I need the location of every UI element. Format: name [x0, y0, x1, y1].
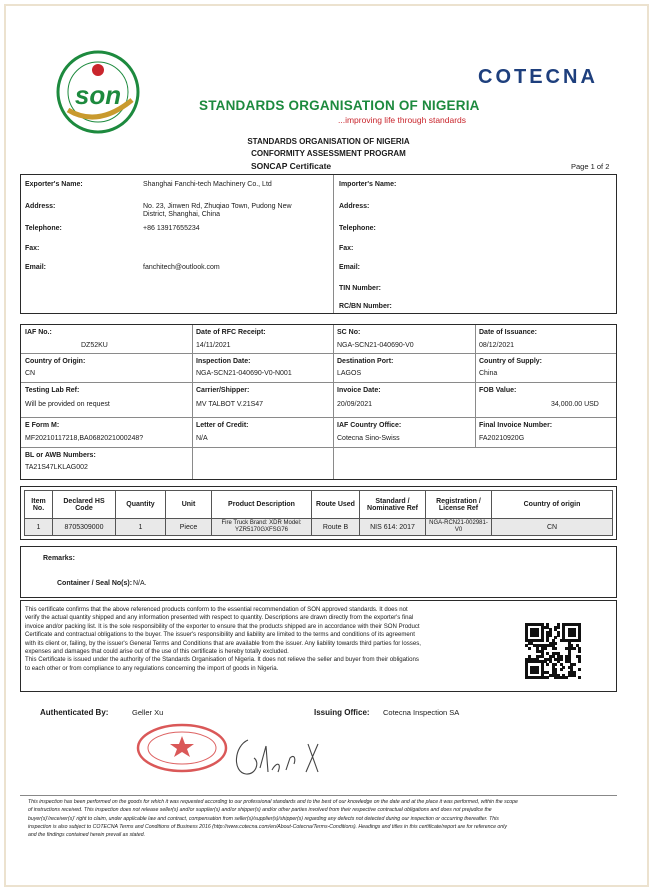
- invoice-date: 20/09/2021: [337, 401, 373, 408]
- certificate-page: [4, 4, 649, 887]
- inspection-date-label: Inspection Date:: [196, 358, 251, 365]
- table-cell: NIS 614: 2017: [360, 519, 426, 536]
- col-header: Unit: [166, 491, 212, 519]
- qr-module: [560, 668, 563, 671]
- cotecna-logo: COTECNA: [478, 66, 598, 88]
- carrier-label: Carrier/Shipper:: [196, 387, 250, 394]
- table-cell: 8705309000: [53, 519, 116, 536]
- program-line-1: STANDARDS ORGANISATION OF NIGERIA: [247, 137, 410, 146]
- qr-module: [565, 676, 568, 679]
- col-header: Product Description: [212, 491, 312, 519]
- program-line-2: CONFORMITY ASSESSMENT PROGRAM: [251, 149, 406, 158]
- iaf-no: DZ52KU: [81, 342, 108, 349]
- qr-module: [536, 671, 539, 674]
- col-header: Country of origin: [492, 491, 613, 519]
- disclaimer-box: [20, 600, 617, 692]
- issuance-label: Date of Issuance:: [479, 329, 537, 336]
- table-cell: CN: [492, 519, 613, 536]
- iaf-office: Cotecna Sino-Swiss: [337, 435, 400, 442]
- origin: CN: [25, 370, 36, 377]
- iaf-no-label: IAF No.:: [25, 329, 52, 336]
- disclaimer-line: with its client or, failing, by the issuer's General Terms and Conditions that are available from the issuer. Any liability towards third parties for losses,: [25, 639, 421, 647]
- issuance-date: 08/12/2021: [479, 342, 515, 349]
- qr-module: [544, 647, 547, 650]
- qr-module: [578, 650, 581, 653]
- qr-module: [541, 639, 544, 642]
- parties-box: [20, 174, 617, 314]
- remarks-box: [20, 546, 617, 598]
- rc-bn-label: RC/BN Number:: [339, 303, 392, 310]
- org-tagline: ...improving life through standards: [338, 115, 467, 125]
- col-header: Standard / Nominative Ref: [360, 491, 426, 519]
- table-row: [25, 519, 613, 536]
- exporter-name: Shanghai Fanchi-tech Machinery Co., Ltd: [143, 181, 272, 188]
- qr-module: [546, 676, 549, 679]
- exporter-name-label: Exporter's Name:: [25, 181, 83, 188]
- qr-module: [578, 676, 581, 679]
- eform-label: E Form M:: [25, 422, 60, 429]
- table-cell: Route B: [312, 519, 360, 536]
- qr-module: [573, 647, 576, 650]
- container-label: Container / Seal No(s):: [57, 580, 133, 587]
- final-invoice-label: Final Invoice Number:: [479, 422, 553, 429]
- letter-credit-label: Letter of Credit:: [196, 422, 249, 429]
- qr-module: [573, 634, 576, 637]
- qr-module: [573, 663, 576, 666]
- fob-value: 34,000.00 USD: [551, 401, 599, 408]
- items-table: [24, 490, 613, 536]
- document-title: SONCAP Certificate: [251, 161, 332, 171]
- items-header-row: [25, 491, 613, 519]
- bl: TA21S47LKLAG002: [25, 464, 88, 471]
- bl-label: BL or AWB Numbers:: [25, 452, 96, 459]
- qr-module: [578, 639, 581, 642]
- qr-module: [557, 626, 560, 629]
- exporter-address-line2: District, Shanghai, China: [143, 211, 221, 218]
- disclaimer-line: invoice and/or packing list. It is the sole responsibility of the exporter to ensure that the products shipped are in accordance with their SON Product: [25, 622, 420, 630]
- disclaimer-line: This Certificate is issued under the authority of the Standards Organisation of Nigeria. It does not relieve the seller and buyer from their obligations: [25, 656, 419, 664]
- qr-module: [562, 666, 565, 669]
- official-stamp: [134, 722, 230, 774]
- page-number: Page 1 of 2: [571, 162, 610, 171]
- qr-module: [528, 647, 531, 650]
- rfc-date: 14/11/2021: [196, 342, 231, 349]
- remarks-label: Remarks:: [43, 555, 75, 562]
- qr-module: [554, 663, 557, 666]
- footer-line: and the findings contained herein prevail as stated.: [28, 832, 146, 839]
- exporter-telephone: +86 13917655234: [143, 225, 200, 232]
- sc-no-label: SC No:: [337, 329, 361, 336]
- final-invoice: FA20210920G: [479, 435, 525, 442]
- importer-email-label: Email:: [339, 264, 361, 271]
- letter-credit: N/A: [196, 435, 208, 442]
- issuing-office-label: Issuing Office:: [314, 708, 370, 717]
- qr-module: [554, 642, 557, 645]
- disclaimer-text: [25, 606, 517, 673]
- handwritten-signature: [226, 728, 326, 786]
- col-header: Declared HS Code: [53, 491, 116, 519]
- importer-fax-label: Fax:: [339, 245, 354, 252]
- qr-module: [557, 634, 560, 637]
- table-cell: Piece: [166, 519, 212, 536]
- sc-no: NGA-SCN21-040690-V0: [337, 342, 414, 349]
- col-header: Item No.: [25, 491, 53, 519]
- col-header: Registration / License Ref: [426, 491, 492, 519]
- son-logo: [54, 48, 142, 136]
- qr-module: [549, 634, 552, 637]
- details-grid: [20, 324, 617, 480]
- exporter-email-label: Email:: [25, 264, 47, 271]
- importer-address-label: Address:: [339, 203, 370, 210]
- footer-line: inspection is also subject to COTECNA Terms and Conditions of Business 2016 (http://www.cotecna.com/en/About-Cotecna/Terms-Conditions). Headings and titles in this certificate/report are for reference only: [28, 823, 507, 830]
- qr-code: [525, 623, 581, 679]
- qr-module: [554, 636, 557, 639]
- qr-module: [578, 668, 581, 671]
- qr-module: [536, 634, 539, 637]
- disclaimer-line: Certificate and contractual obligations to the buyer. The issuer's responsibility and liability are limited to the terms and conditions of its agreement: [25, 631, 415, 639]
- qr-module: [573, 674, 576, 677]
- exporter-address-label: Address:: [25, 203, 56, 210]
- destination-label: Destination Port:: [337, 358, 394, 365]
- table-cell: 1: [25, 519, 53, 536]
- col-header: Route Used: [312, 491, 360, 519]
- qr-module: [560, 658, 563, 661]
- destination: LAGOS: [337, 370, 362, 377]
- tin-label: TIN Number:: [339, 285, 381, 292]
- fob-label: FOB Value:: [479, 387, 517, 394]
- supply: China: [479, 370, 498, 377]
- authenticated-label: Authenticated By:: [40, 708, 109, 717]
- footer-line: of instructions received. This inspection does not release seller(s) and/or supplier(s) and/or shipper(s) and/or other parties involved from their respective contractual obligations and does not prejudice the: [28, 807, 492, 814]
- invoice-date-label: Invoice Date:: [337, 387, 381, 394]
- footer-line: buyer(s)'/receiver(s)' right to claim, under applicable law and contract, compensation from seller(s)/supplier(s)/shipper(s) regarding any defects not detected during our inspection or occurring thereafter. This: [28, 815, 499, 822]
- qr-module: [578, 660, 581, 663]
- disclaimer-line: expenses and damages that could arise out of the use of this certificate is hereby totally excluded.: [25, 648, 289, 656]
- col-header: Quantity: [116, 491, 166, 519]
- table-cell: 1: [116, 519, 166, 536]
- table-cell: NGA-RCN21-002981-V0: [426, 519, 492, 536]
- exporter-telephone-label: Telephone:: [25, 225, 62, 232]
- disclaimer-line: verify the actual quantity shipped and any information presented with respect to quantity. Descriptions are drawn directly from the exporter's final: [25, 614, 414, 622]
- exporter-email: fanchitech@outlook.com: [143, 264, 220, 271]
- carrier: MV TALBOT V.21S47: [196, 401, 264, 408]
- issuing-office: Cotecna Inspection SA: [383, 708, 460, 717]
- eform: MF20210117218,BA0682021000248?: [25, 435, 144, 442]
- footer-line: This inspection has been performed on the goods for which it was requested according to our professional standards and to the best of our knowledge on the date and at the place it was performed, within the scope: [28, 799, 518, 805]
- origin-label: Country of Origin:: [25, 358, 86, 365]
- importer-telephone-label: Telephone:: [339, 225, 376, 232]
- exporter-address-line1: No. 23, Jinwen Rd, Zhuqiao Town, Pudong New: [143, 203, 292, 210]
- authenticated-by: Geller Xu: [132, 708, 164, 717]
- testing-lab-label: Testing Lab Ref:: [25, 387, 80, 394]
- importer-name-label: Importer's Name:: [339, 181, 397, 188]
- inspection-date: NGA-SCN21-040690-V0-N001: [196, 370, 292, 377]
- iaf-office-label: IAF Country Office:: [337, 422, 402, 429]
- son-logo-text: son: [74, 80, 122, 110]
- footer-text: [28, 798, 628, 839]
- disclaimer-line: to each other or from compliance to any regulations concerning the import of goods in Nigeria.: [25, 664, 279, 672]
- testing-lab: Will be provided on request: [25, 401, 110, 408]
- container-value: N/A.: [133, 580, 147, 587]
- footer-separator: [20, 795, 617, 796]
- exporter-fax-label: Fax:: [25, 245, 40, 252]
- items-table-wrapper: [20, 486, 617, 540]
- disclaimer-line: This certificate confirms that the above referenced products conform to the essential recommendation of SON approved standards. It does not: [25, 606, 408, 613]
- org-title: STANDARDS ORGANISATION OF NIGERIA: [199, 98, 480, 113]
- table-cell: Fire Truck Brand: XDR Model: YZR5170GXFSG76: [212, 519, 312, 536]
- rfc-date-label: Date of RFC Receipt:: [196, 329, 266, 336]
- qr-module: [554, 647, 557, 650]
- qr-module: [546, 663, 549, 666]
- supply-label: Country of Supply:: [479, 358, 542, 365]
